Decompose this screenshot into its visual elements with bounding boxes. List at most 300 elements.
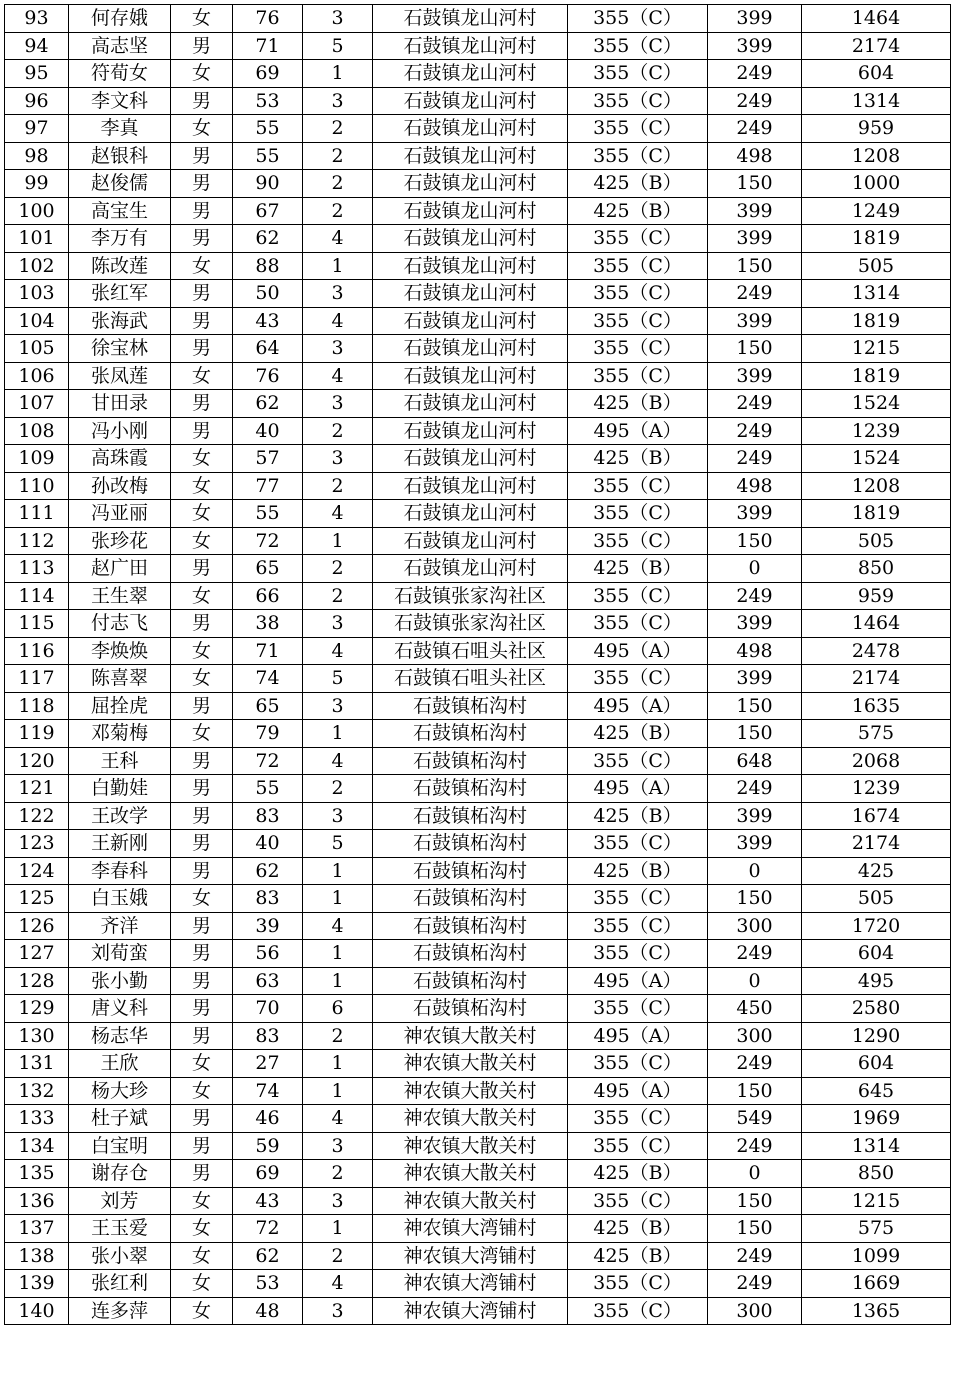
table-row xyxy=(5,747,951,775)
age-cell: 63 xyxy=(233,967,303,995)
age-cell: 53 xyxy=(233,87,303,115)
row-number-cell: 137 xyxy=(5,1215,69,1243)
standard-cell: 355（C） xyxy=(568,60,708,88)
standard-cell: 495（A） xyxy=(568,637,708,665)
row-number-cell: 109 xyxy=(5,445,69,473)
household-count-cell: 4 xyxy=(303,1105,373,1133)
name-cell: 高珠霞 xyxy=(69,445,171,473)
amount-cell: 399 xyxy=(708,802,802,830)
village-cell: 石鼓镇龙山河村 xyxy=(373,170,568,198)
amount-cell: 399 xyxy=(708,197,802,225)
gender-cell: 男 xyxy=(171,802,233,830)
standard-cell: 355（C） xyxy=(568,995,708,1023)
household-count-cell: 2 xyxy=(303,142,373,170)
row-number-cell: 104 xyxy=(5,307,69,335)
gender-cell: 男 xyxy=(171,170,233,198)
village-cell: 石鼓镇柘沟村 xyxy=(373,775,568,803)
standard-cell: 355（C） xyxy=(568,307,708,335)
standard-cell: 355（C） xyxy=(568,225,708,253)
row-number-cell: 105 xyxy=(5,335,69,363)
gender-cell: 男 xyxy=(171,1022,233,1050)
village-cell: 石鼓镇龙山河村 xyxy=(373,527,568,555)
village-cell: 石鼓镇柘沟村 xyxy=(373,885,568,913)
amount-cell: 150 xyxy=(708,885,802,913)
amount-cell: 150 xyxy=(708,720,802,748)
total-cell: 1314 xyxy=(802,1132,951,1160)
gender-cell: 男 xyxy=(171,225,233,253)
gender-cell: 男 xyxy=(171,912,233,940)
name-cell: 杨志华 xyxy=(69,1022,171,1050)
village-cell: 石鼓镇柘沟村 xyxy=(373,692,568,720)
row-number-cell: 116 xyxy=(5,637,69,665)
age-cell: 71 xyxy=(233,637,303,665)
name-cell: 赵银科 xyxy=(69,142,171,170)
age-cell: 74 xyxy=(233,665,303,693)
table-row xyxy=(5,637,951,665)
gender-cell: 男 xyxy=(171,335,233,363)
table-row xyxy=(5,610,951,638)
gender-cell: 男 xyxy=(171,197,233,225)
name-cell: 王生翠 xyxy=(69,582,171,610)
table-row xyxy=(5,445,951,473)
table-row xyxy=(5,1187,951,1215)
gender-cell: 男 xyxy=(171,417,233,445)
name-cell: 王新刚 xyxy=(69,830,171,858)
total-cell: 1819 xyxy=(802,225,951,253)
table-row xyxy=(5,527,951,555)
gender-cell: 男 xyxy=(171,857,233,885)
amount-cell: 300 xyxy=(708,1022,802,1050)
total-cell: 1365 xyxy=(802,1297,951,1325)
amount-cell: 549 xyxy=(708,1105,802,1133)
household-count-cell: 1 xyxy=(303,1050,373,1078)
table-row xyxy=(5,1270,951,1298)
village-cell: 石鼓镇柘沟村 xyxy=(373,747,568,775)
gender-cell: 女 xyxy=(171,60,233,88)
amount-cell: 150 xyxy=(708,692,802,720)
gender-cell: 女 xyxy=(171,665,233,693)
standard-cell: 425（B） xyxy=(568,555,708,583)
total-cell: 1635 xyxy=(802,692,951,720)
table-row xyxy=(5,1215,951,1243)
household-count-cell: 2 xyxy=(303,417,373,445)
amount-cell: 249 xyxy=(708,582,802,610)
total-cell: 1290 xyxy=(802,1022,951,1050)
total-cell: 1819 xyxy=(802,500,951,528)
age-cell: 90 xyxy=(233,170,303,198)
name-cell: 符荀女 xyxy=(69,60,171,88)
row-number-cell: 93 xyxy=(5,5,69,33)
village-cell: 神农镇大散关村 xyxy=(373,1022,568,1050)
household-count-cell: 2 xyxy=(303,555,373,583)
row-number-cell: 113 xyxy=(5,555,69,583)
gender-cell: 男 xyxy=(171,967,233,995)
gender-cell: 女 xyxy=(171,637,233,665)
village-cell: 石鼓镇龙山河村 xyxy=(373,115,568,143)
age-cell: 69 xyxy=(233,1160,303,1188)
table-row xyxy=(5,1160,951,1188)
household-count-cell: 1 xyxy=(303,967,373,995)
standard-cell: 355（C） xyxy=(568,1297,708,1325)
total-cell: 495 xyxy=(802,967,951,995)
village-cell: 石鼓镇龙山河村 xyxy=(373,5,568,33)
standard-cell: 425（B） xyxy=(568,1242,708,1270)
amount-cell: 399 xyxy=(708,225,802,253)
row-number-cell: 114 xyxy=(5,582,69,610)
amount-cell: 399 xyxy=(708,500,802,528)
standard-cell: 495（A） xyxy=(568,967,708,995)
row-number-cell: 129 xyxy=(5,995,69,1023)
age-cell: 72 xyxy=(233,747,303,775)
row-number-cell: 138 xyxy=(5,1242,69,1270)
household-count-cell: 4 xyxy=(303,747,373,775)
record-table xyxy=(4,4,951,1325)
amount-cell: 150 xyxy=(708,252,802,280)
gender-cell: 女 xyxy=(171,362,233,390)
standard-cell: 425（B） xyxy=(568,720,708,748)
age-cell: 55 xyxy=(233,142,303,170)
standard-cell: 355（C） xyxy=(568,1187,708,1215)
village-cell: 石鼓镇龙山河村 xyxy=(373,225,568,253)
amount-cell: 249 xyxy=(708,775,802,803)
village-cell: 石鼓镇张家沟社区 xyxy=(373,582,568,610)
standard-cell: 355（C） xyxy=(568,582,708,610)
gender-cell: 女 xyxy=(171,720,233,748)
total-cell: 1524 xyxy=(802,390,951,418)
gender-cell: 男 xyxy=(171,142,233,170)
total-cell: 1314 xyxy=(802,87,951,115)
household-count-cell: 1 xyxy=(303,527,373,555)
household-count-cell: 2 xyxy=(303,582,373,610)
household-count-cell: 1 xyxy=(303,940,373,968)
gender-cell: 男 xyxy=(171,692,233,720)
standard-cell: 495（A） xyxy=(568,417,708,445)
name-cell: 刘荀蛮 xyxy=(69,940,171,968)
name-cell: 李文科 xyxy=(69,87,171,115)
standard-cell: 355（C） xyxy=(568,940,708,968)
name-cell: 王科 xyxy=(69,747,171,775)
village-cell: 神农镇大湾铺村 xyxy=(373,1215,568,1243)
name-cell: 张红利 xyxy=(69,1270,171,1298)
gender-cell: 女 xyxy=(171,582,233,610)
amount-cell: 249 xyxy=(708,60,802,88)
village-cell: 石鼓镇龙山河村 xyxy=(373,362,568,390)
total-cell: 1524 xyxy=(802,445,951,473)
household-count-cell: 1 xyxy=(303,857,373,885)
household-count-cell: 3 xyxy=(303,390,373,418)
age-cell: 72 xyxy=(233,527,303,555)
household-count-cell: 3 xyxy=(303,5,373,33)
name-cell: 赵广田 xyxy=(69,555,171,583)
gender-cell: 男 xyxy=(171,280,233,308)
village-cell: 神农镇大散关村 xyxy=(373,1050,568,1078)
household-count-cell: 2 xyxy=(303,472,373,500)
name-cell: 陈改莲 xyxy=(69,252,171,280)
table-row xyxy=(5,720,951,748)
gender-cell: 女 xyxy=(171,1215,233,1243)
standard-cell: 495（A） xyxy=(568,1022,708,1050)
household-count-cell: 2 xyxy=(303,115,373,143)
table-row xyxy=(5,1077,951,1105)
age-cell: 62 xyxy=(233,390,303,418)
row-number-cell: 98 xyxy=(5,142,69,170)
household-count-cell: 1 xyxy=(303,885,373,913)
village-cell: 石鼓镇龙山河村 xyxy=(373,335,568,363)
household-count-cell: 1 xyxy=(303,720,373,748)
name-cell: 杜子斌 xyxy=(69,1105,171,1133)
table-row xyxy=(5,5,951,33)
total-cell: 604 xyxy=(802,1050,951,1078)
total-cell: 2580 xyxy=(802,995,951,1023)
name-cell: 杨大珍 xyxy=(69,1077,171,1105)
standard-cell: 425（B） xyxy=(568,390,708,418)
standard-cell: 355（C） xyxy=(568,5,708,33)
household-count-cell: 3 xyxy=(303,1297,373,1325)
amount-cell: 399 xyxy=(708,5,802,33)
name-cell: 李春科 xyxy=(69,857,171,885)
household-count-cell: 2 xyxy=(303,775,373,803)
gender-cell: 女 xyxy=(171,1242,233,1270)
gender-cell: 男 xyxy=(171,747,233,775)
table-row xyxy=(5,500,951,528)
row-number-cell: 132 xyxy=(5,1077,69,1105)
total-cell: 604 xyxy=(802,940,951,968)
amount-cell: 648 xyxy=(708,747,802,775)
row-number-cell: 133 xyxy=(5,1105,69,1133)
standard-cell: 355（C） xyxy=(568,472,708,500)
row-number-cell: 123 xyxy=(5,830,69,858)
amount-cell: 450 xyxy=(708,995,802,1023)
amount-cell: 0 xyxy=(708,1160,802,1188)
row-number-cell: 120 xyxy=(5,747,69,775)
village-cell: 石鼓镇龙山河村 xyxy=(373,417,568,445)
age-cell: 48 xyxy=(233,1297,303,1325)
amount-cell: 150 xyxy=(708,170,802,198)
name-cell: 齐洋 xyxy=(69,912,171,940)
household-count-cell: 3 xyxy=(303,445,373,473)
total-cell: 1239 xyxy=(802,417,951,445)
total-cell: 850 xyxy=(802,1160,951,1188)
name-cell: 张小翠 xyxy=(69,1242,171,1270)
total-cell: 575 xyxy=(802,720,951,748)
household-count-cell: 5 xyxy=(303,830,373,858)
row-number-cell: 106 xyxy=(5,362,69,390)
household-count-cell: 4 xyxy=(303,362,373,390)
age-cell: 59 xyxy=(233,1132,303,1160)
household-count-cell: 4 xyxy=(303,500,373,528)
standard-cell: 355（C） xyxy=(568,280,708,308)
name-cell: 屈拴虎 xyxy=(69,692,171,720)
amount-cell: 249 xyxy=(708,940,802,968)
table-row xyxy=(5,252,951,280)
gender-cell: 男 xyxy=(171,1132,233,1160)
household-count-cell: 1 xyxy=(303,1215,373,1243)
age-cell: 40 xyxy=(233,417,303,445)
row-number-cell: 101 xyxy=(5,225,69,253)
household-count-cell: 2 xyxy=(303,170,373,198)
standard-cell: 495（A） xyxy=(568,692,708,720)
row-number-cell: 112 xyxy=(5,527,69,555)
gender-cell: 女 xyxy=(171,5,233,33)
age-cell: 67 xyxy=(233,197,303,225)
village-cell: 石鼓镇龙山河村 xyxy=(373,87,568,115)
household-count-cell: 3 xyxy=(303,1187,373,1215)
amount-cell: 399 xyxy=(708,610,802,638)
name-cell: 高志坚 xyxy=(69,32,171,60)
total-cell: 1099 xyxy=(802,1242,951,1270)
table-row xyxy=(5,335,951,363)
name-cell: 白勤娃 xyxy=(69,775,171,803)
age-cell: 70 xyxy=(233,995,303,1023)
household-count-cell: 2 xyxy=(303,197,373,225)
gender-cell: 男 xyxy=(171,87,233,115)
household-count-cell: 4 xyxy=(303,912,373,940)
age-cell: 57 xyxy=(233,445,303,473)
name-cell: 刘芳 xyxy=(69,1187,171,1215)
household-count-cell: 5 xyxy=(303,32,373,60)
age-cell: 77 xyxy=(233,472,303,500)
row-number-cell: 97 xyxy=(5,115,69,143)
amount-cell: 150 xyxy=(708,527,802,555)
amount-cell: 300 xyxy=(708,912,802,940)
village-cell: 石鼓镇柘沟村 xyxy=(373,967,568,995)
age-cell: 50 xyxy=(233,280,303,308)
row-number-cell: 108 xyxy=(5,417,69,445)
amount-cell: 498 xyxy=(708,472,802,500)
table-row xyxy=(5,390,951,418)
table-row xyxy=(5,582,951,610)
total-cell: 1969 xyxy=(802,1105,951,1133)
total-cell: 505 xyxy=(802,527,951,555)
gender-cell: 女 xyxy=(171,500,233,528)
name-cell: 陈喜翠 xyxy=(69,665,171,693)
standard-cell: 425（B） xyxy=(568,445,708,473)
amount-cell: 0 xyxy=(708,555,802,583)
age-cell: 74 xyxy=(233,1077,303,1105)
amount-cell: 249 xyxy=(708,1242,802,1270)
standard-cell: 355（C） xyxy=(568,362,708,390)
household-count-cell: 4 xyxy=(303,637,373,665)
total-cell: 1314 xyxy=(802,280,951,308)
total-cell: 959 xyxy=(802,115,951,143)
name-cell: 王欣 xyxy=(69,1050,171,1078)
table-row xyxy=(5,142,951,170)
row-number-cell: 134 xyxy=(5,1132,69,1160)
name-cell: 赵俊儒 xyxy=(69,170,171,198)
total-cell: 575 xyxy=(802,1215,951,1243)
standard-cell: 355（C） xyxy=(568,830,708,858)
row-number-cell: 115 xyxy=(5,610,69,638)
total-cell: 1464 xyxy=(802,5,951,33)
village-cell: 神农镇大散关村 xyxy=(373,1077,568,1105)
gender-cell: 女 xyxy=(171,1187,233,1215)
age-cell: 83 xyxy=(233,1022,303,1050)
gender-cell: 男 xyxy=(171,1105,233,1133)
table-row xyxy=(5,362,951,390)
standard-cell: 355（C） xyxy=(568,142,708,170)
name-cell: 连多萍 xyxy=(69,1297,171,1325)
name-cell: 李万有 xyxy=(69,225,171,253)
table-row xyxy=(5,1132,951,1160)
household-count-cell: 3 xyxy=(303,692,373,720)
standard-cell: 355（C） xyxy=(568,610,708,638)
row-number-cell: 127 xyxy=(5,940,69,968)
table-row xyxy=(5,830,951,858)
village-cell: 神农镇大散关村 xyxy=(373,1132,568,1160)
amount-cell: 249 xyxy=(708,390,802,418)
gender-cell: 女 xyxy=(171,1297,233,1325)
total-cell: 2478 xyxy=(802,637,951,665)
gender-cell: 男 xyxy=(171,830,233,858)
row-number-cell: 95 xyxy=(5,60,69,88)
standard-cell: 355（C） xyxy=(568,252,708,280)
gender-cell: 男 xyxy=(171,610,233,638)
name-cell: 冯小刚 xyxy=(69,417,171,445)
table-row xyxy=(5,802,951,830)
standard-cell: 355（C） xyxy=(568,1105,708,1133)
name-cell: 白玉娥 xyxy=(69,885,171,913)
gender-cell: 女 xyxy=(171,527,233,555)
total-cell: 604 xyxy=(802,60,951,88)
name-cell: 张红军 xyxy=(69,280,171,308)
table-row xyxy=(5,692,951,720)
amount-cell: 150 xyxy=(708,1187,802,1215)
household-count-cell: 3 xyxy=(303,1132,373,1160)
standard-cell: 355（C） xyxy=(568,115,708,143)
gender-cell: 男 xyxy=(171,940,233,968)
age-cell: 88 xyxy=(233,252,303,280)
total-cell: 1819 xyxy=(802,307,951,335)
total-cell: 1215 xyxy=(802,1187,951,1215)
name-cell: 李真 xyxy=(69,115,171,143)
age-cell: 69 xyxy=(233,60,303,88)
amount-cell: 498 xyxy=(708,142,802,170)
village-cell: 石鼓镇龙山河村 xyxy=(373,280,568,308)
total-cell: 1720 xyxy=(802,912,951,940)
gender-cell: 女 xyxy=(171,252,233,280)
gender-cell: 男 xyxy=(171,32,233,60)
village-cell: 石鼓镇柘沟村 xyxy=(373,940,568,968)
amount-cell: 150 xyxy=(708,335,802,363)
age-cell: 43 xyxy=(233,1187,303,1215)
row-number-cell: 111 xyxy=(5,500,69,528)
name-cell: 张小勤 xyxy=(69,967,171,995)
standard-cell: 355（C） xyxy=(568,912,708,940)
row-number-cell: 122 xyxy=(5,802,69,830)
standard-cell: 495（A） xyxy=(568,1077,708,1105)
table-row xyxy=(5,940,951,968)
household-count-cell: 4 xyxy=(303,225,373,253)
total-cell: 505 xyxy=(802,252,951,280)
table-row xyxy=(5,32,951,60)
row-number-cell: 121 xyxy=(5,775,69,803)
table-row xyxy=(5,170,951,198)
name-cell: 付志飞 xyxy=(69,610,171,638)
name-cell: 甘田录 xyxy=(69,390,171,418)
row-number-cell: 117 xyxy=(5,665,69,693)
table-row xyxy=(5,1242,951,1270)
table-row xyxy=(5,197,951,225)
age-cell: 39 xyxy=(233,912,303,940)
row-number-cell: 124 xyxy=(5,857,69,885)
household-count-cell: 1 xyxy=(303,252,373,280)
household-count-cell: 3 xyxy=(303,335,373,363)
village-cell: 石鼓镇柘沟村 xyxy=(373,857,568,885)
total-cell: 425 xyxy=(802,857,951,885)
age-cell: 64 xyxy=(233,335,303,363)
age-cell: 38 xyxy=(233,610,303,638)
age-cell: 43 xyxy=(233,307,303,335)
